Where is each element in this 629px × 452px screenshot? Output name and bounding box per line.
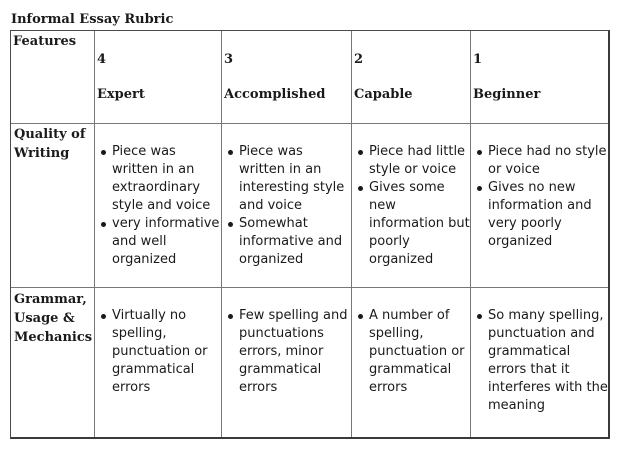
criteria-cell [352, 288, 471, 437]
quality-of-writing-row [11, 124, 608, 288]
features-header-cell [11, 31, 95, 124]
criteria-cell [471, 288, 608, 437]
criteria-list [222, 124, 351, 269]
criteria-item: Piece had no style or voice [472, 143, 608, 179]
criteria-cell [95, 124, 222, 288]
level-header-cell [352, 31, 471, 124]
rubric-title: Informal Essay Rubric [11, 12, 174, 27]
criteria-cell [222, 288, 352, 437]
rubric-table [10, 30, 610, 439]
header-row [11, 31, 608, 124]
row-label-cell [11, 288, 95, 437]
level-header-cell [95, 31, 222, 124]
criteria-list [352, 124, 470, 269]
criteria-cell [222, 124, 352, 288]
criteria-item: A number of spelling, punctuation or grammatical errors [353, 307, 470, 397]
level-number: 2 [354, 52, 364, 67]
level-name: Expert [97, 87, 145, 102]
level-header-cell [222, 31, 352, 124]
level-number: 1 [473, 52, 483, 67]
criteria-item: Gives some new information but poorly organized [353, 179, 470, 269]
criteria-list [95, 124, 221, 269]
criteria-list [95, 288, 221, 397]
row-label-cell [11, 124, 95, 288]
criteria-cell [471, 124, 608, 288]
level-header-cell [471, 31, 608, 124]
criteria-cell [95, 288, 222, 437]
row-label: Quality of Writing [14, 127, 86, 161]
grammar-usage-mechanics-row [11, 288, 608, 437]
criteria-item: So many spelling, punctuation and grammatical errors that it interferes with the meaning [472, 307, 608, 415]
row-label: Grammar, Usage & Mechanics [14, 292, 93, 345]
criteria-item: Few spelling and punctuations errors, minor grammatical errors [223, 307, 351, 397]
criteria-item: Piece had little style or voice [353, 143, 470, 179]
criteria-list [471, 124, 608, 251]
level-number: 4 [97, 52, 107, 67]
criteria-list [352, 288, 470, 397]
criteria-item: Piece was written in an extraordinary style and voice [96, 143, 221, 215]
criteria-list [222, 288, 351, 397]
criteria-cell [352, 124, 471, 288]
criteria-list [471, 288, 608, 415]
criteria-item: Somewhat informative and organized [223, 215, 351, 269]
criteria-item: Virtually no spelling, punctuation or grammatical errors [96, 307, 221, 397]
criteria-item: Piece was written in an interesting style and voice [223, 143, 351, 215]
level-name: Capable [354, 87, 413, 102]
level-name: Beginner [473, 87, 541, 102]
level-number: 3 [224, 52, 234, 67]
criteria-item: very informative and well organized [96, 215, 221, 269]
features-label: Features [13, 34, 77, 49]
level-name: Accomplished [224, 87, 326, 102]
criteria-item: Gives no new information and very poorly organized [472, 179, 608, 251]
